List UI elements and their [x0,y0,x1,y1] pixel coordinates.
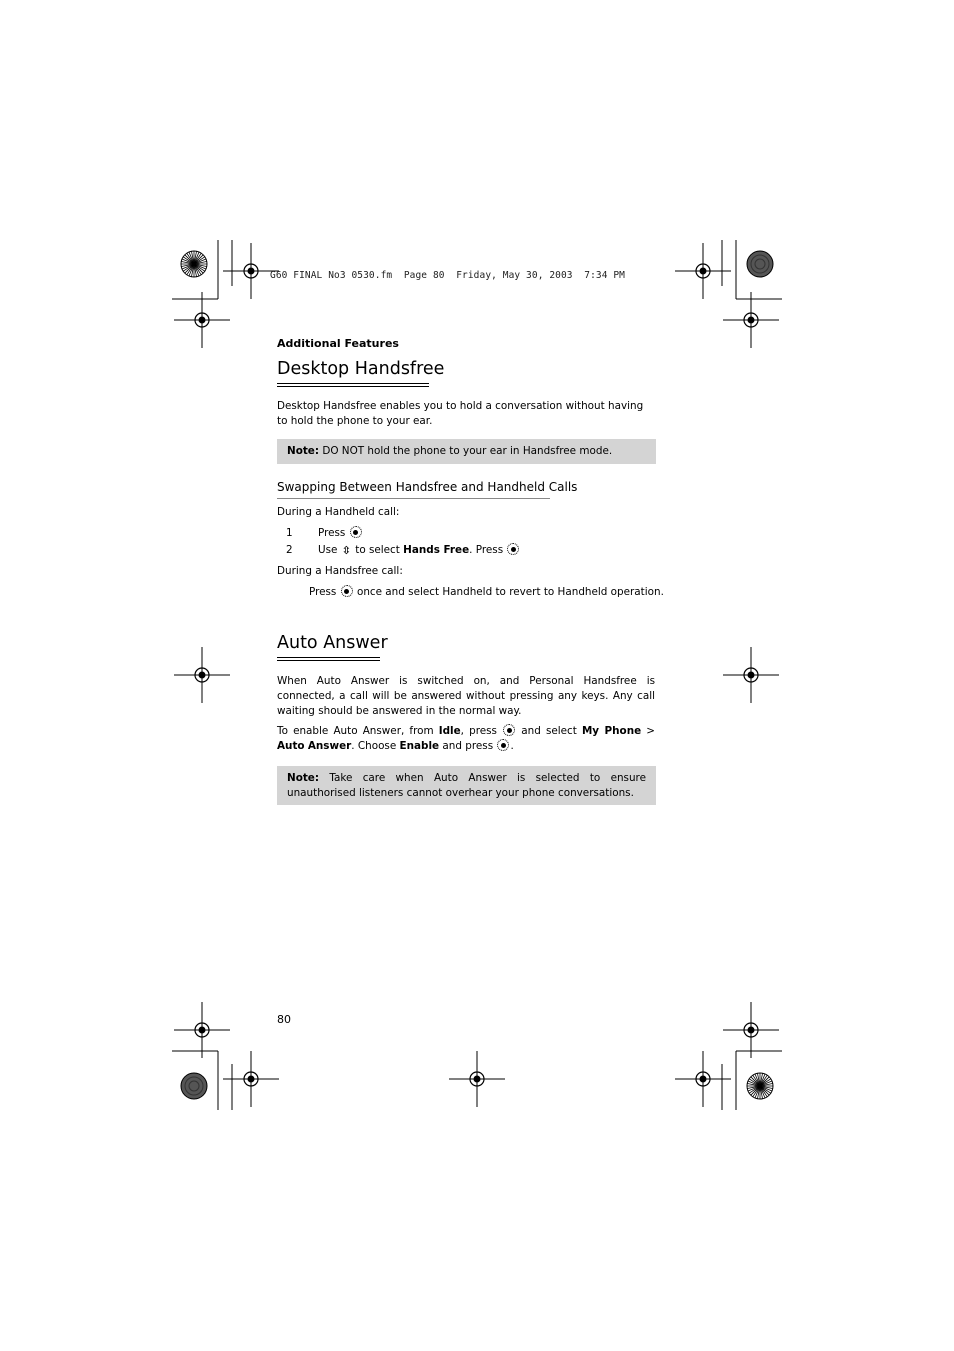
select-key-icon [350,526,362,538]
select-key-icon [497,739,509,751]
instruction-text: Press [309,586,340,598]
note-label: Note: [287,772,320,784]
menu-option-hands-free: Hands Free [403,544,470,556]
title-underline [277,657,380,658]
text: and select [516,725,582,737]
text: . [510,740,514,752]
intro-paragraph: Desktop Handsfree enables you to hold a conversation without having to hold the phone to your ear. [277,400,644,427]
title-underline [277,660,380,661]
title-underline [277,386,429,387]
step-number: 2 [286,544,293,556]
during-handsfree-label: During a Handsfree call: [277,565,403,577]
section-title-desktop-handsfree: Desktop Handsfree [277,359,445,379]
select-key-icon [503,724,515,736]
instruction-text: once and select Handheld to revert to Handheld operation. [353,586,664,598]
step-text: Use [318,544,341,556]
note-box-auto-answer [277,766,656,805]
step-2 [286,543,686,558]
during-handheld-label: During a Handheld call: [277,506,400,518]
select-key-icon [341,585,353,597]
menu-my-phone: My Phone [581,725,642,737]
running-head: Additional Features [277,337,399,350]
section-title-auto-answer: Auto Answer [277,633,388,653]
handsfree-instruction [309,585,669,600]
step-text: to select [351,544,404,556]
page-number: 80 [277,1013,291,1026]
note-text: Take care when Auto Answer is selected to ensure unauthorised listeners cannot overhear your phone conversations. [287,772,646,799]
file-header: G60 FINAL No3 0530.fm Page 80 Friday, May 30, 2003 7:34 PM [270,270,625,281]
text: and press [439,740,497,752]
menu-idle: Idle [438,725,461,737]
step-number: 1 [286,527,293,539]
auto-answer-paragraph: When Auto Answer is switched on, and Personal Handsfree is connected, a call will be answered without pressing any keys. Any call waiting should be answered in the normal way. [277,675,655,717]
note-box-handsfree [277,439,656,464]
step-1 [286,526,664,541]
note-label: Note: [287,445,320,457]
text: To enable Auto Answer, from [277,725,439,737]
text: , press [460,725,503,737]
menu-auto: Auto [277,740,305,752]
text: > [641,725,655,737]
note-text: DO NOT hold the phone to your ear in Handsfree mode. [319,445,613,457]
text: . Choose [351,740,400,752]
menu-enable: Enable [399,740,440,752]
subheading-swapping: Swapping Between Handsfree and Handheld Calls [277,480,578,494]
select-key-icon [507,543,519,555]
title-underline [277,383,429,384]
step-text: . Press [469,544,507,556]
subheading-underline [277,498,550,499]
menu-answer: Answer [307,740,352,752]
enable-auto-answer-paragraph [277,724,655,754]
navigation-key-icon: ⇳ [341,544,351,557]
step-text: Press [318,527,349,539]
